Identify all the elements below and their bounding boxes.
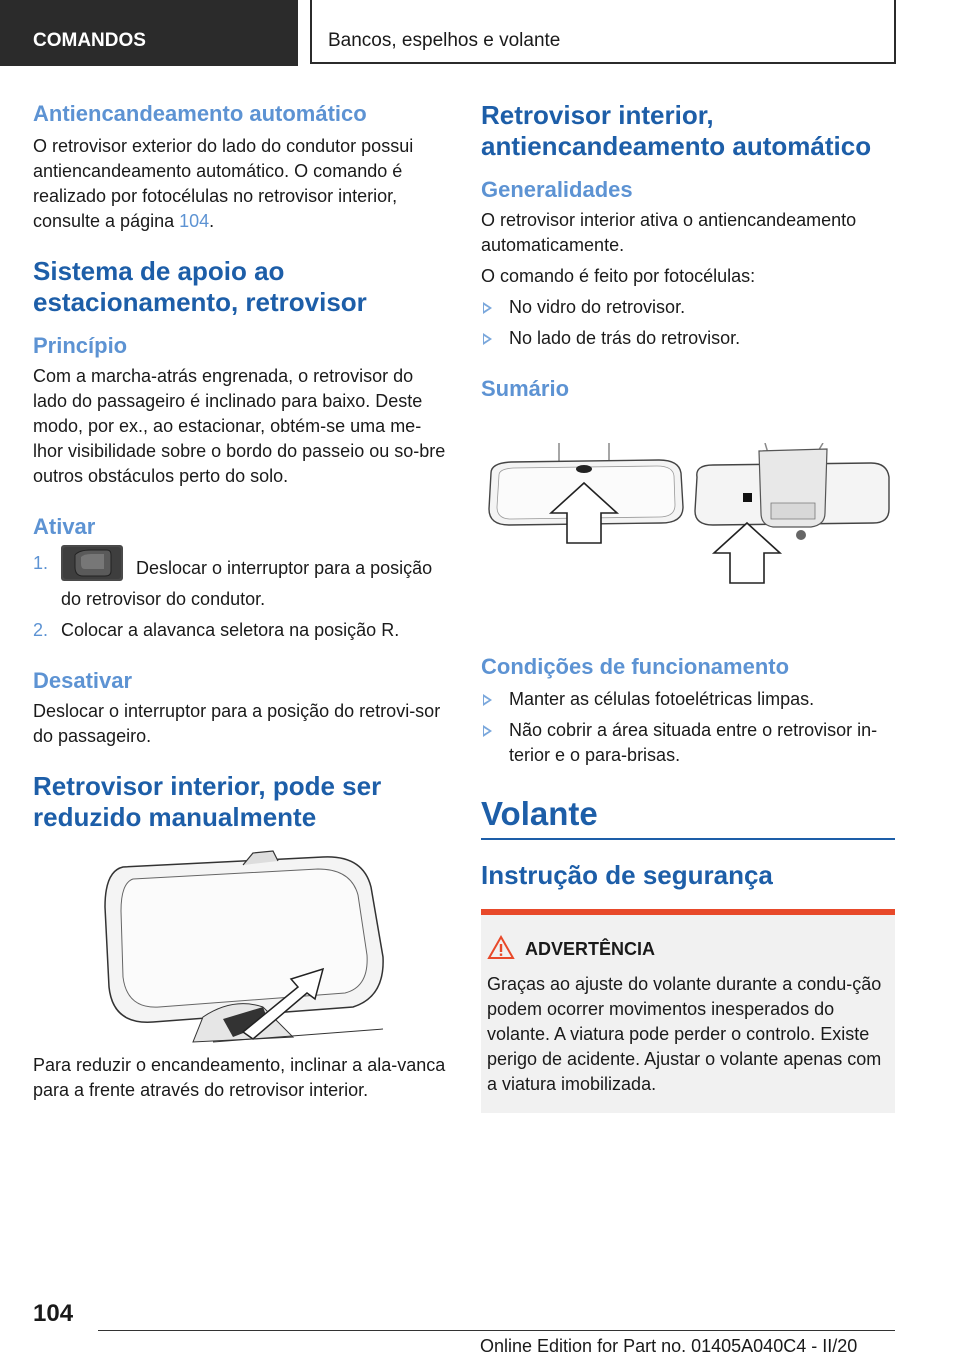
- heading-principio: Princípio: [33, 333, 128, 358]
- section-tab: COMANDOS: [0, 0, 298, 66]
- edition-text: Online Edition for Part no. 01405A040C4 - II/20: [480, 1336, 858, 1356]
- bullet-triangle-icon: [483, 333, 492, 345]
- list-item: Manter as células fotoelétricas limpas.: [481, 687, 895, 712]
- warning-text: Graças ao ajuste do volante durante a condu-ção podem ocorrer movimentos inesperados do volante. A viatura pode perder o controlo. Existe perigo de acidente. Ajustar o volante apenas com a viatura imobilizada.: [487, 974, 882, 1094]
- footer-rule: [98, 1330, 895, 1331]
- right-column: [481, 100, 895, 1113]
- mirror-switch-icon: [61, 545, 123, 581]
- heading-condicoes: Condições de funcionamento: [481, 654, 790, 679]
- page-header: [0, 0, 960, 66]
- heading-sistema-apoio: Sistema de apoio ao estacionamento, retrovisor: [33, 256, 367, 317]
- page-link[interactable]: 104: [179, 211, 210, 231]
- list-item: 1. Deslocar o interruptor para a posição do retrovisor do condutor.: [33, 551, 447, 612]
- paragraph-fotocelulas: O comando é feito por fotocélulas:: [481, 266, 756, 286]
- paragraph-desativar: Deslocar o interruptor para a posição do retrovi-sor do passageiro.: [33, 701, 441, 746]
- heading-generalidades: Generalidades: [481, 177, 633, 202]
- page-number: 104: [33, 1300, 74, 1327]
- warning-title: ADVERTÊNCIA: [487, 937, 889, 962]
- paragraph-principio: Com a marcha-atrás engrenada, o retrovisor do lado do passageiro é inclinado para baixo. Deste modo, por ex., ao estacionar, obtém-se uma me-lhor visibilidade sobre o bordo do passeio ou so-bre outros obstáculos perto do solo.: [33, 366, 446, 486]
- bullet-triangle-icon: [483, 725, 492, 737]
- list-item: 2. Colocar a alavanca seletora na posição R.: [33, 620, 400, 640]
- heading-retrovisor-manual: Retrovisor interior, pode ser reduzido manualmente: [33, 771, 382, 832]
- left-column: [33, 100, 447, 1103]
- heading-volante: Volante: [481, 795, 598, 832]
- paragraph-antiencandeamento: O retrovisor exterior do lado do condutor possui antiencandeamento automático. O comando é realizado por fotocélulas no retrovisor interior, consulte a página 104.: [33, 136, 414, 231]
- list-item: No lado de trás do retrovisor.: [481, 326, 895, 351]
- ativar-steps: [33, 551, 447, 643]
- paragraph-retrovisor-manual: Para reduzir o encandeamento, inclinar a ala-vanca para a frente através do retrovisor interior.: [33, 1055, 446, 1100]
- list-item: No vidro do retrovisor.: [481, 295, 895, 320]
- paragraph-generalidades: O retrovisor interior ativa o antiencandeamento automaticamente.: [481, 210, 857, 255]
- heading-sumario: Sumário: [481, 376, 570, 401]
- section-rule: [481, 838, 895, 840]
- warning-triangle-icon: [487, 935, 515, 961]
- heading-desativar: Desativar: [33, 668, 133, 693]
- warning-box: [481, 909, 895, 1113]
- heading-retrovisor-auto: Retrovisor interior, antiencandeamento automático: [481, 100, 872, 161]
- manual-mirror-illustration: [93, 847, 447, 1047]
- list-item: Não cobrir a área situada entre o retrovisor in-terior e o para-brisas.: [481, 718, 895, 768]
- condicoes-list: [481, 687, 895, 768]
- bullet-triangle-icon: [483, 694, 492, 706]
- heading-antiencandeamento: Antiencandeamento automático: [33, 101, 367, 126]
- bullet-triangle-icon: [483, 302, 492, 314]
- fotocelulas-list: [481, 295, 895, 351]
- sensor-illustration: [481, 443, 895, 593]
- heading-ativar: Ativar: [33, 514, 96, 539]
- heading-instrucao-seguranca: Instrução de segurança: [481, 860, 773, 890]
- chapter-title: Bancos, espelhos e volante: [310, 0, 896, 64]
